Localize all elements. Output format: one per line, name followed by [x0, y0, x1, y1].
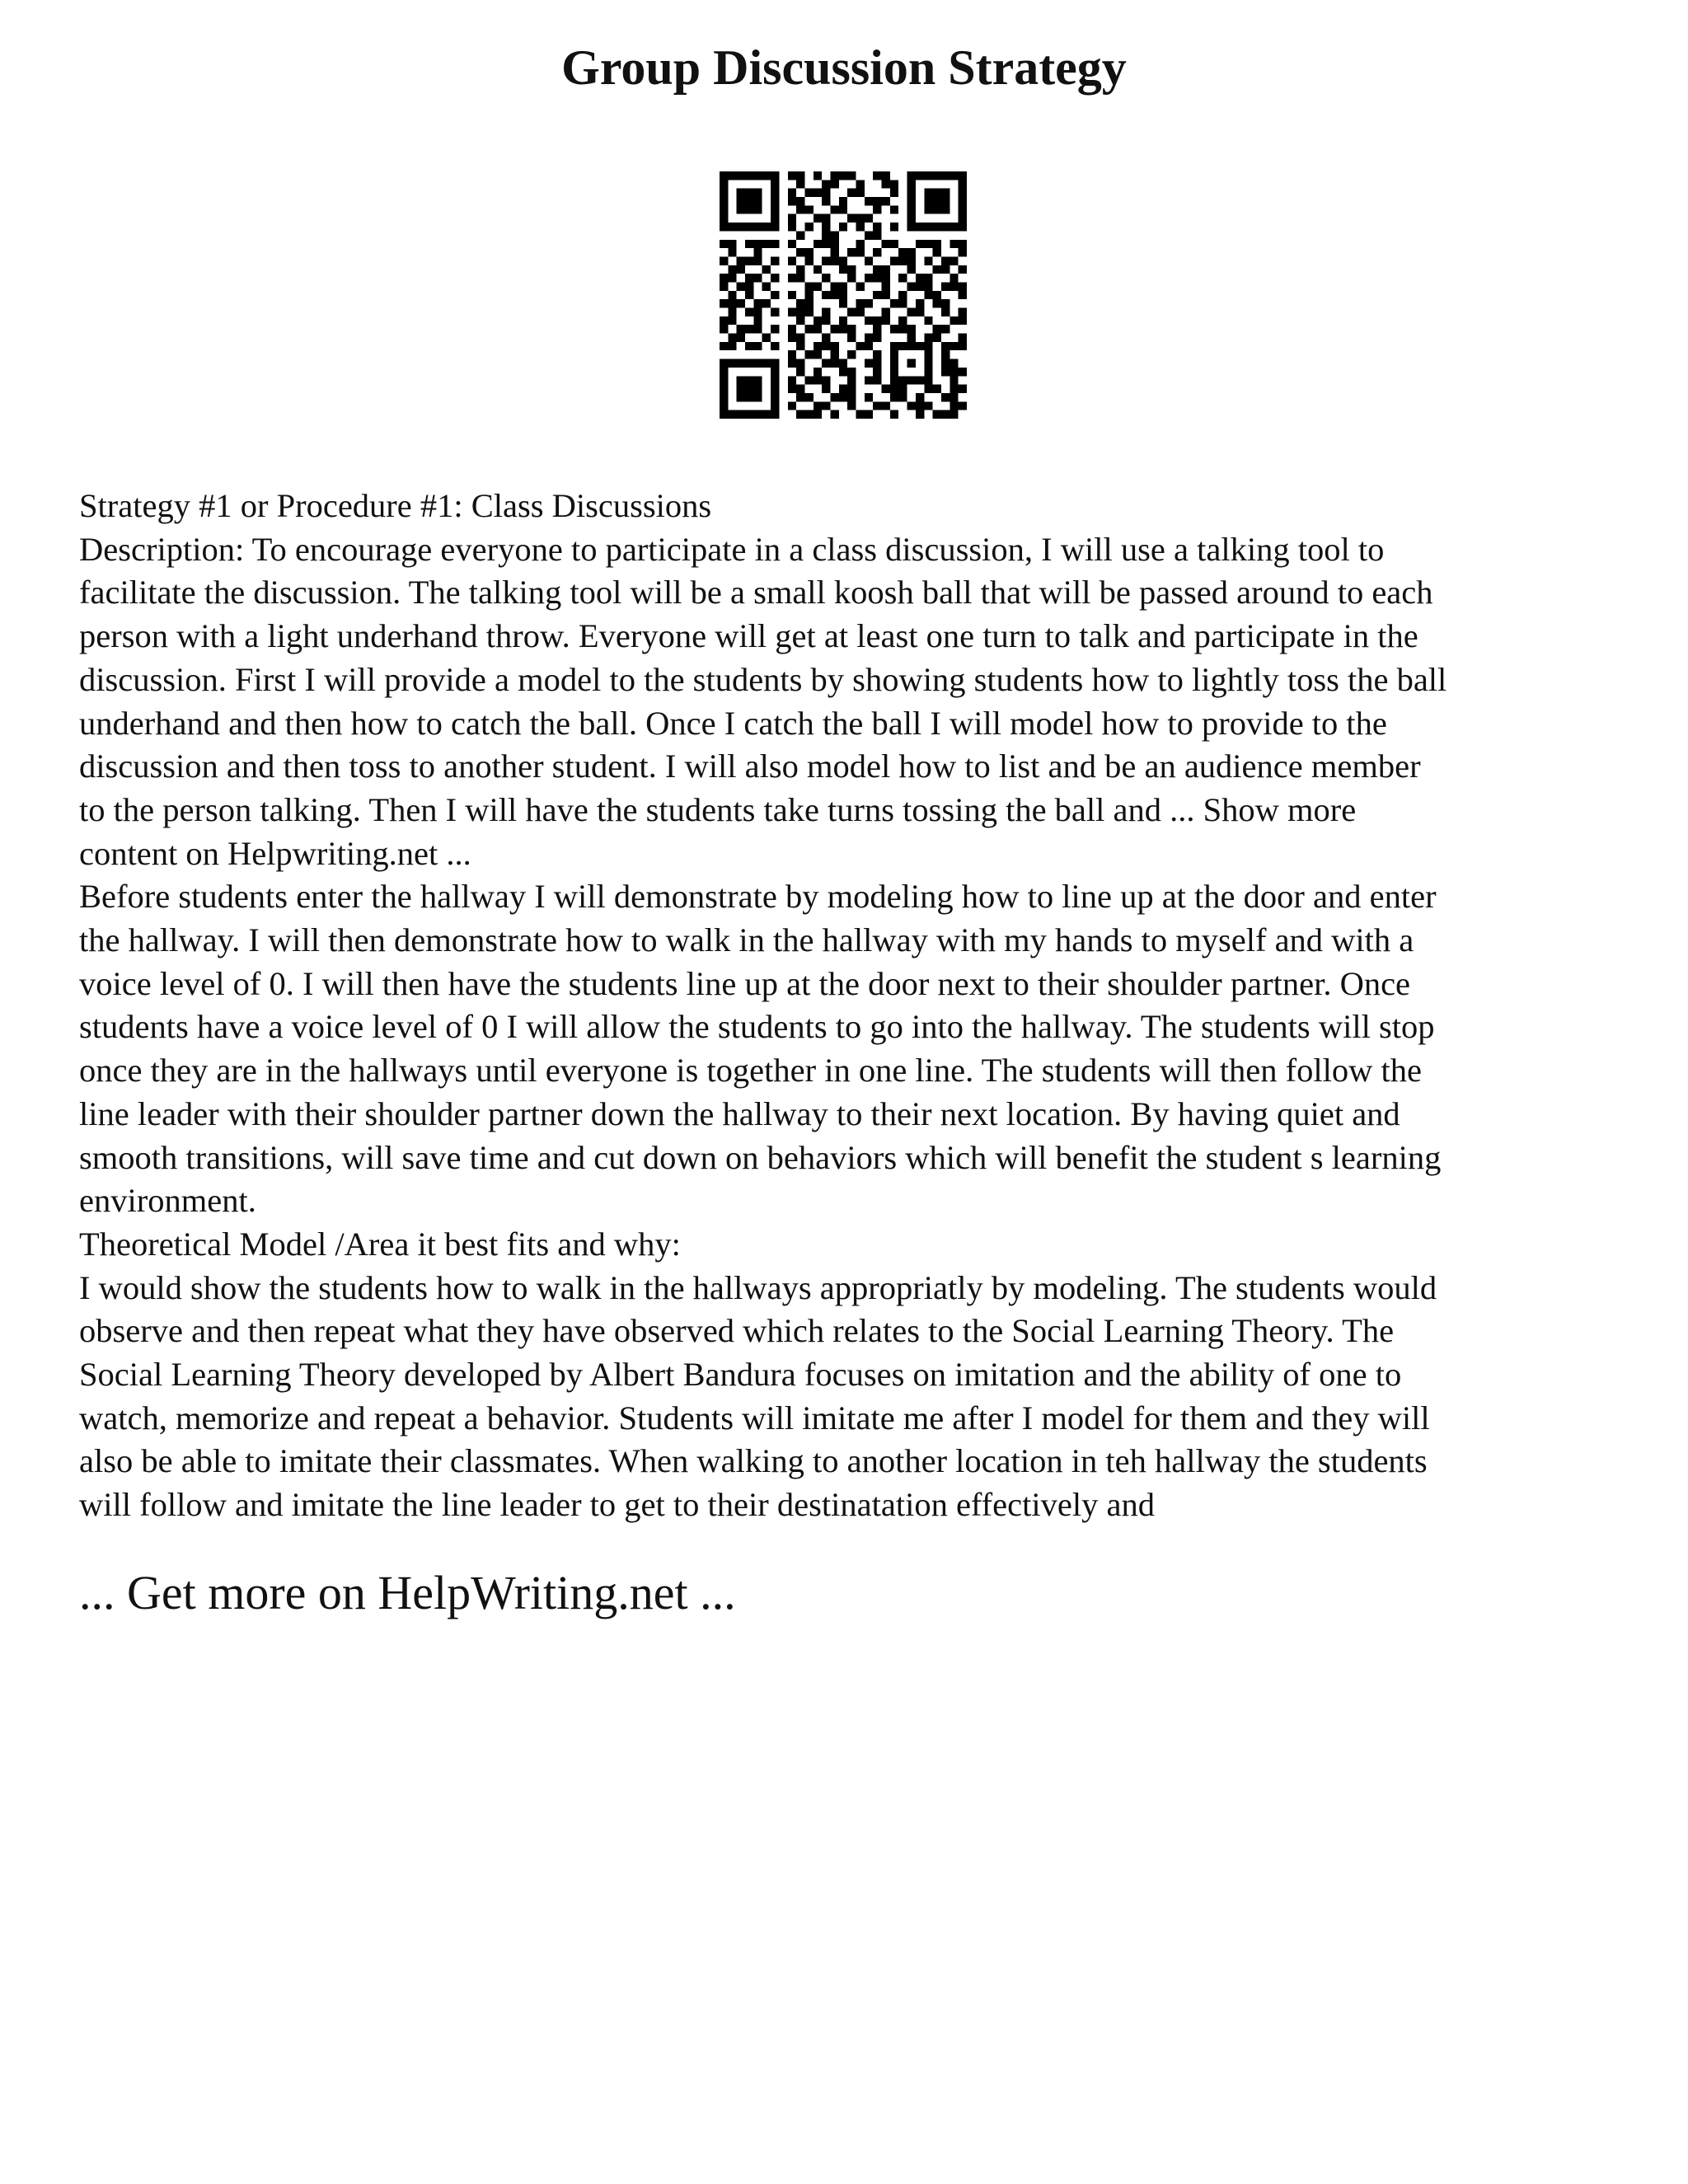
text-line: underhand and then how to catch the ball. Once I catch the ball I will model how to provide to the — [79, 704, 1387, 742]
text-line: the hallway. I will then demonstrate how to walk in the hallway with my hands to myself and with a — [79, 921, 1414, 959]
get-more-link[interactable]: ... Get more on HelpWriting.net ... — [79, 1566, 736, 1619]
text-line: students have a voice level of 0 I will allow the students to go into the hallway. The students will stop — [79, 1008, 1435, 1046]
document-title: Group Discussion Strategy — [561, 40, 1127, 95]
text-line: smooth transitions, will save time and cut down on behaviors which will benefit the student s learning — [79, 1138, 1442, 1176]
text-line: once they are in the hallways until everyone is together in one line. The students will then follow the — [79, 1052, 1422, 1090]
text-line: voice level of 0. I will then have the students line up at the door next to their shoulder partner. Once — [79, 964, 1411, 1002]
text-line: Social Learning Theory developed by Albert Bandura focuses on imitation and the ability of one to — [79, 1356, 1402, 1394]
text-line: to the person talking. Then I will have the students take turns tossing the ball and ... Show more — [79, 790, 1357, 828]
text-line: observe and then repeat what they have observed which relates to the Social Learning Theory. The — [79, 1312, 1395, 1350]
text-line: Description: To encourage everyone to participate in a class discussion, I will use a talking tool to — [79, 530, 1385, 568]
qr-code-icon — [720, 171, 967, 419]
text-line: environment. — [79, 1182, 256, 1220]
text-line: will follow and imitate the line leader to get to their destinatation effectively and — [79, 1486, 1155, 1524]
strategy-heading: Strategy #1 or Procedure #1: Class Discussions — [79, 487, 712, 524]
text-line: line leader with their shoulder partner down the hallway to their next location. By having quiet and — [79, 1094, 1400, 1132]
text-line: I would show the students how to walk in the hallways appropriatly by modeling. The students would — [79, 1268, 1437, 1306]
theoretical-model-heading: Theoretical Model /Area it best fits and why: — [79, 1225, 681, 1263]
text-line: person with a light underhand throw. Everyone will get at least one turn to talk and participate in the — [79, 617, 1418, 655]
text-line: discussion and then toss to another student. I will also model how to list and be an audience member — [79, 748, 1421, 785]
body-text — [79, 485, 1629, 1527]
text-line: facilitate the discussion. The talking tool will be a small koosh ball that will be passed around to each — [79, 574, 1433, 612]
text-line: watch, memorize and repeat a behavior. Students will imitate me after I model for them and they will — [79, 1399, 1430, 1436]
text-line: also be able to imitate their classmates. When walking to another location in teh hallway the students — [79, 1442, 1428, 1480]
text-line: content on Helpwriting.net ... — [79, 834, 471, 872]
text-line: discussion. First I will provide a model to the students by showing students how to lightly toss the ball — [79, 660, 1447, 698]
text-line: Before students enter the hallway I will demonstrate by modeling how to line up at the door and enter — [79, 878, 1437, 916]
